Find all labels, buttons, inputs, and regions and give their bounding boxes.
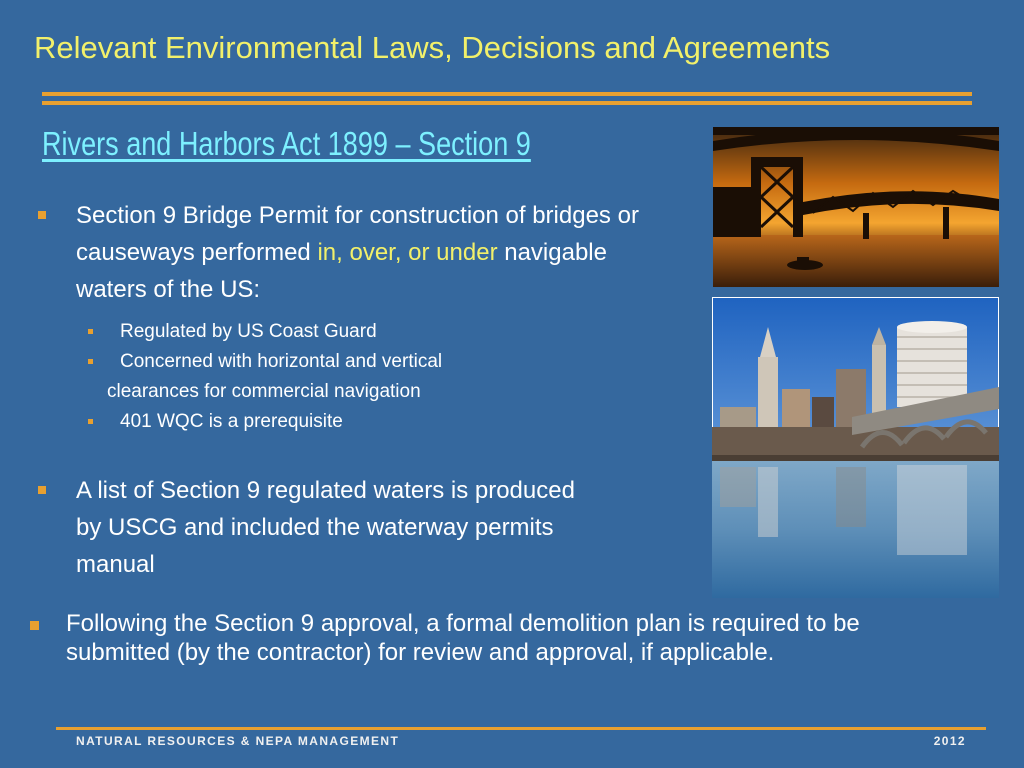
bullet-marker [38, 486, 46, 494]
footer-divider [56, 727, 986, 730]
footer-year: 2012 [933, 734, 966, 748]
bullet-regulated-waters [38, 472, 678, 583]
highlight-in-over-under: in, over, or under [317, 239, 498, 266]
slide-title: Relevant Environmental Laws, Decisions and Agreements [34, 30, 831, 65]
bullet-demolition-plan [30, 609, 910, 667]
section-subtitle: Rivers and Harbors Act 1899 – Section 9 [42, 125, 531, 162]
bullet-text: A list of Section 9 regulated waters is produced by USCG and included the waterway permits manual [76, 477, 575, 578]
bullet-text: Following the Section 9 approval, a formal demolition plan is required to be submitted (by the contractor) for review and approval, if applicable. [66, 610, 860, 666]
sub-bullet-401-wqc: 401 WQC is a prerequisite [88, 407, 608, 437]
bullet-marker [30, 621, 39, 630]
sub-bullet-coast-guard: Regulated by US Coast Guard [88, 317, 608, 347]
sub-bullet-clearances: Concerned with horizontal and vertical clearances for commercial navigation [88, 347, 608, 407]
bullet-bridge-permit [38, 197, 678, 308]
title-divider-top [42, 92, 972, 96]
title-divider-bottom [42, 101, 972, 105]
bullet-text: Section 9 Bridge Permit for construction of bridges or causeways performed in, over, or under navigable waters of the US: [76, 202, 639, 303]
sub-bullet-marker [88, 329, 93, 334]
sub-bullet-marker [88, 419, 93, 424]
sub-bullet-marker [88, 359, 93, 364]
sub-bullet-list [88, 317, 608, 437]
footer-organization: NATURAL RESOURCES & NEPA MANAGEMENT [76, 734, 400, 748]
photo-city-skyline [712, 297, 999, 598]
photo-bridge-sunset [713, 127, 999, 287]
bullet-marker [38, 211, 46, 219]
